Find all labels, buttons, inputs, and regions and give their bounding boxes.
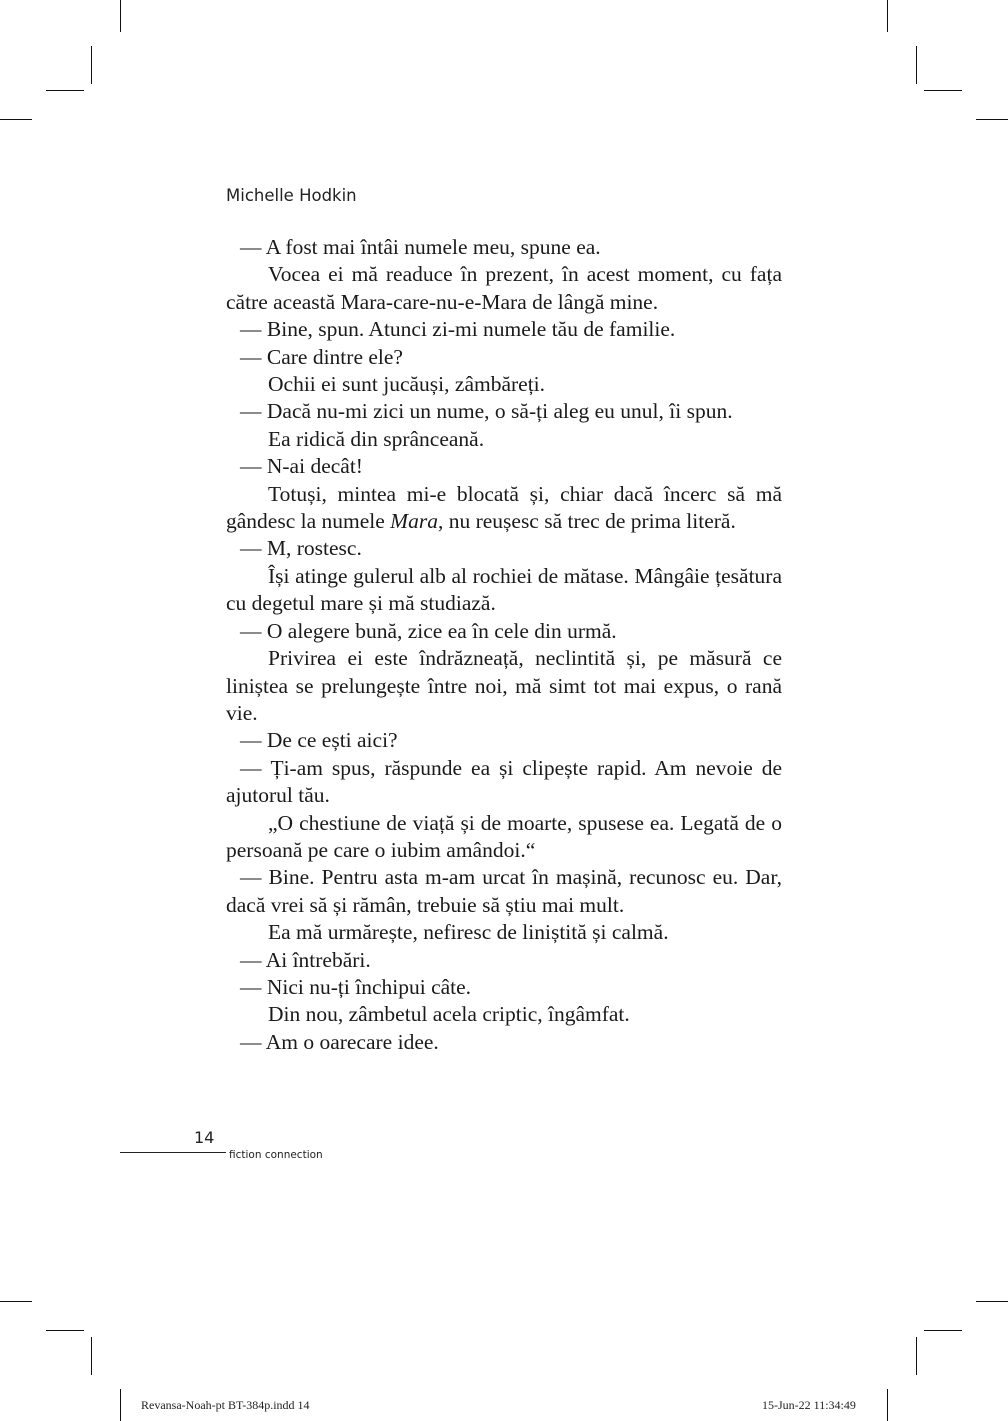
slug-file-info: Revansa-Noah-pt BT-384p.indd 14 [141,1398,310,1412]
paragraph: — Nici nu-ți închipui câte. [240,974,472,999]
crop-mark [91,1337,92,1375]
crop-mark [46,1330,84,1331]
crop-mark [924,90,962,91]
paragraph: Ea ridică din sprânceană. [268,426,485,451]
paragraph: Din nou, zâmbetul acela criptic, îngâmfat. [268,1002,630,1027]
crop-mark [120,0,121,32]
paragraph [226,481,782,536]
page-number: 14 [194,1128,215,1147]
paragraph: Ea mă urmărește, nefiresc de liniștită și calmă. [268,920,669,945]
crop-mark [887,0,888,32]
paragraph: — N-ai decât! [240,454,363,479]
paragraph-text: , nu reușesc să trec de prima literă. [437,509,736,534]
paragraph: Ochii ei sunt jucăuși, zâmbăreți. [268,372,546,397]
paragraph: — M, rostesc. [240,536,362,561]
crop-mark [916,1337,917,1375]
footer-rule [120,1152,226,1153]
paragraph: — De ce ești aici? [240,728,398,753]
paragraph: — Ți-am spus, răspunde ea și clipește rapid. Am nevoie de ajutorul tău. [226,755,782,808]
crop-mark [887,1389,888,1421]
paragraph-text: Totuși, mintea mi-e blocată și, chiar dacă încerc să mă gândesc la numele [226,481,782,534]
crop-mark [924,1330,962,1331]
paragraph: „O chestiune de viață și de moarte, spusese ea. Legată de o persoană pe care o iubim amândoi.“ [226,810,782,862]
paragraph: — O alegere bună, zice ea în cele din urmă. [240,618,617,643]
crop-mark [0,1301,32,1302]
paragraph: — Care dintre ele? [240,344,403,369]
paragraph: — A fost mai întâi numele meu, spune ea. [240,235,601,259]
slug-timestamp: 15-Jun-22 11:34:49 [762,1398,856,1412]
crop-mark [91,46,92,84]
paragraph: — Bine, spun. Atunci zi-mi numele tău de familie. [240,317,676,342]
paragraph: — Ai întrebări. [240,947,371,972]
paragraph: — Bine. Pentru asta m-am urcat în mașină, recunosc eu. Dar, dacă vrei să și rămân, trebuie să știu mai mult. [226,865,782,917]
emphasis-text: Mara [390,509,438,534]
imprint-label: fiction connection [229,1149,323,1161]
body-text [226,234,782,1056]
crop-mark [0,119,32,120]
crop-mark [916,46,917,84]
paragraph: — Dacă nu-mi zici un nume, o să-ți aleg eu unul, îi spun. [240,399,733,424]
paragraph: Vocea ei mă readuce în prezent, în acest moment, cu fața către această Mara-care-nu-e-Mara de lângă mine. [226,262,782,314]
paragraph: Își atinge gulerul alb al rochiei de mătase. Mângâie țesătura cu degetul mare și mă studiază. [226,563,782,616]
paragraph: — Am o oarecare idee. [240,1029,439,1054]
crop-mark [120,1389,121,1421]
paragraph: Privirea ei este îndrăzneață, neclintită și, pe măsură ce liniștea se prelungește între noi, mă simt tot mai expus, o rană vie. [226,646,782,725]
running-head: Michelle Hodkin [226,186,357,205]
crop-mark [976,119,1008,120]
crop-mark [46,90,84,91]
crop-mark [976,1301,1008,1302]
